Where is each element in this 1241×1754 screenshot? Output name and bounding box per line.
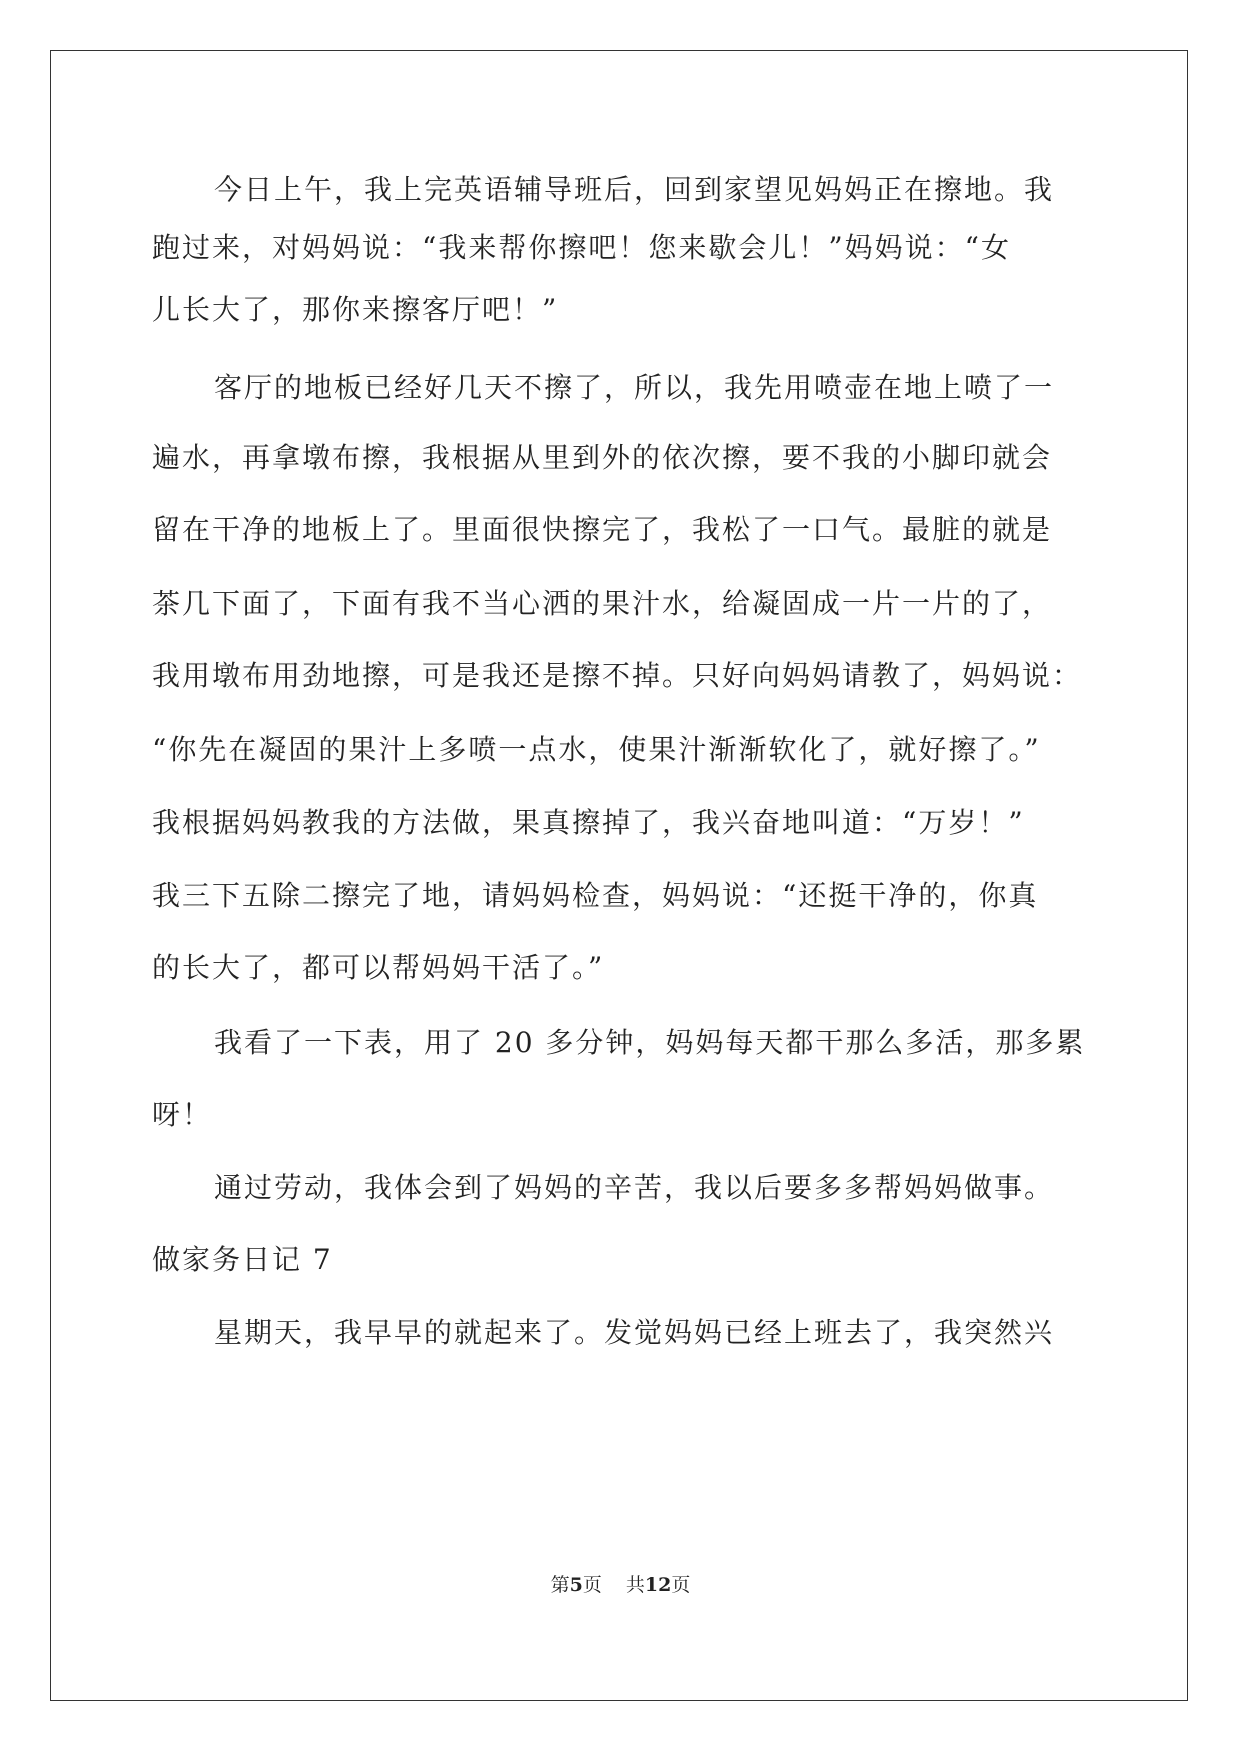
paragraph-line: 儿长大了，那你来擦客厅吧！” (152, 293, 559, 326)
paragraph-line: “你先在凝固的果汁上多喷一点水，使果汁渐渐软化了，就好擦了。” (152, 733, 1041, 766)
paragraph-line: 我根据妈妈教我的方法做，果真擦掉了，我兴奋地叫道：“万岁！” (152, 806, 1025, 839)
current-page-number: 5 (569, 1574, 583, 1596)
paragraph-line: 我用墩布用劲地擦，可是我还是擦不掉。只好向妈妈请教了，妈妈说： (152, 659, 1083, 692)
total-prefix: 共 (625, 1574, 645, 1596)
paragraph-line: 今日上午，我上完英语辅导班后，回到家望见妈妈正在擦地。我 (214, 173, 1055, 206)
total-page-number: 12 (644, 1574, 672, 1596)
paragraph-line: 星期天，我早早的就起来了。发觉妈妈已经上班去了，我突然兴 (214, 1316, 1055, 1349)
total-suffix: 页 (671, 1574, 691, 1596)
paragraph-line: 的长大了，都可以帮妈妈干活了。” (152, 951, 605, 984)
paragraph-line: 通过劳动，我体会到了妈妈的辛苦，我以后要多多帮妈妈做事。 (214, 1171, 1055, 1204)
paragraph-line: 跑过来，对妈妈说：“我来帮你擦吧！您来歇会儿！”妈妈说：“女 (152, 231, 1011, 264)
paragraph-line: 留在干净的地板上了。里面很快擦完了，我松了一口气。最脏的就是 (152, 513, 1053, 546)
paragraph-line: 遍水，再拿墩布擦，我根据从里到外的依次擦，要不我的小脚印就会 (152, 441, 1053, 474)
section-heading: 做家务日记 7 (152, 1243, 333, 1276)
page-prefix: 第 (550, 1574, 570, 1596)
paragraph-line: 呀！ (152, 1098, 213, 1131)
paragraph-line: 我三下五除二擦完了地，请妈妈检查，妈妈说：“还挺干净的，你真 (152, 879, 1039, 912)
paragraph-line: 茶几下面了，下面有我不当心洒的果汁水，给凝固成一片一片的了， (152, 587, 1053, 620)
paragraph-line: 客厅的地板已经好几天不擦了，所以，我先用喷壶在地上喷了一 (214, 371, 1055, 404)
page-suffix: 页 (582, 1574, 602, 1596)
page-footer (0, 1573, 1241, 1597)
paragraph-line: 我看了一下表，用了 20 多分钟，妈妈每天都干那么多活，那多累 (214, 1026, 1086, 1059)
